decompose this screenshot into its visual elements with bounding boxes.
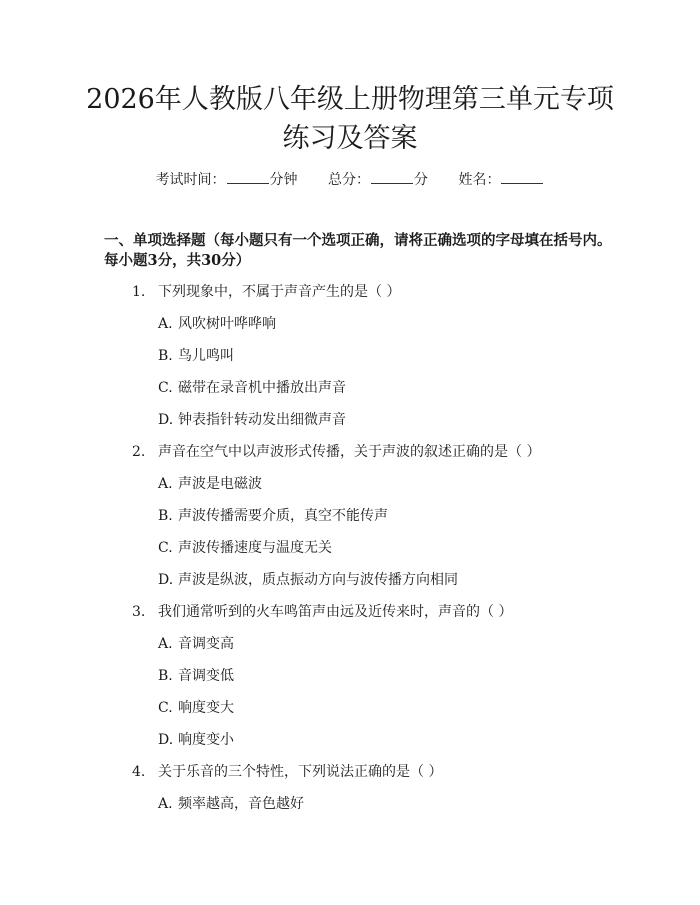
document-title-line-2: 练习及答案: [282, 123, 418, 154]
option-text: 声波是电磁波: [178, 476, 262, 492]
option-text: 风吹树叶哗哗响: [178, 316, 276, 332]
exam-time-blank: [227, 169, 269, 184]
question-text: 我们通常听到的火车鸣笛声由远及近传来时，声音的（ ）: [158, 604, 513, 620]
option-text: 音调变低: [178, 668, 234, 684]
document-title-line-1: 2026年人教版八年级上册物理第三单元专项: [86, 84, 614, 115]
option-letter: A.: [158, 476, 173, 492]
option-letter: A.: [158, 636, 173, 652]
exam-time-unit: 分钟: [269, 172, 298, 188]
option-letter: C.: [158, 540, 173, 556]
option-letter: A.: [158, 316, 173, 332]
option-text: 响度变小: [178, 732, 234, 748]
question-3-option-c: [158, 699, 234, 717]
option-text: 磁带在录音机中播放出声音: [178, 380, 346, 396]
option-text: 声波传播需要介质，真空不能传声: [178, 508, 388, 524]
option-letter: B.: [158, 668, 173, 684]
question-2-option-d: [158, 571, 458, 589]
student-name-label: 姓名：: [458, 172, 501, 188]
question-1-option-c: [158, 379, 346, 397]
option-letter: C.: [158, 700, 173, 716]
question-text: 关于乐音的三个特性，下列说法正确的是（ ）: [158, 764, 443, 780]
question-3-option-a: [158, 635, 234, 653]
question-1-option-d: [158, 411, 346, 429]
option-text: 声波是纵波，质点振动方向与波传播方向相同: [178, 572, 458, 588]
total-score-unit: 分: [414, 172, 428, 188]
question-3: [132, 603, 512, 621]
question-number: 2.: [132, 444, 146, 460]
option-letter: B.: [158, 508, 173, 524]
total-score-label: 总分：: [328, 172, 370, 188]
option-text: 声波传播速度与温度无关: [178, 540, 332, 556]
option-text: 响度变大: [178, 700, 234, 716]
student-name-field: [458, 169, 544, 189]
question-2: [132, 443, 540, 461]
option-letter: D.: [158, 572, 174, 588]
question-number: 3.: [132, 604, 146, 620]
section-heading: 一、单项选择题（每小题只有一个选项正确，请将正确选项的字母填在括号内。每小题3分，共30分）: [104, 232, 612, 269]
exam-info-line: [0, 169, 700, 189]
student-name-blank: [501, 169, 543, 184]
total-score-blank: [371, 169, 413, 184]
option-letter: A.: [158, 796, 173, 812]
exam-time-field: [156, 169, 298, 189]
question-4-option-a: [158, 795, 304, 813]
question-2-option-b: [158, 507, 388, 525]
question-1: [132, 283, 400, 301]
question-1-option-b: [158, 347, 234, 365]
question-3-option-b: [158, 667, 234, 685]
question-2-option-c: [158, 539, 332, 557]
question-1-option-a: [158, 315, 276, 333]
question-2-option-a: [158, 475, 262, 493]
total-score-field: [328, 169, 428, 189]
option-text: 音调变高: [178, 636, 234, 652]
option-letter: B.: [158, 348, 173, 364]
question-number: 4.: [132, 764, 146, 780]
question-4: [132, 763, 442, 781]
exam-time-label: 考试时间：: [155, 172, 226, 188]
question-number: 1.: [132, 284, 146, 300]
option-text: 频率越高，音色越好: [178, 796, 304, 812]
option-letter: D.: [158, 412, 174, 428]
question-text: 下列现象中，不属于声音产生的是（ ）: [158, 284, 401, 300]
question-text: 声音在空气中以声波形式传播，关于声波的叙述正确的是（ ）: [158, 444, 541, 460]
option-letter: C.: [158, 380, 173, 396]
question-3-option-d: [158, 731, 234, 749]
option-text: 钟表指针转动发出细微声音: [178, 412, 346, 428]
option-letter: D.: [158, 732, 174, 748]
option-text: 鸟儿鸣叫: [178, 348, 234, 364]
